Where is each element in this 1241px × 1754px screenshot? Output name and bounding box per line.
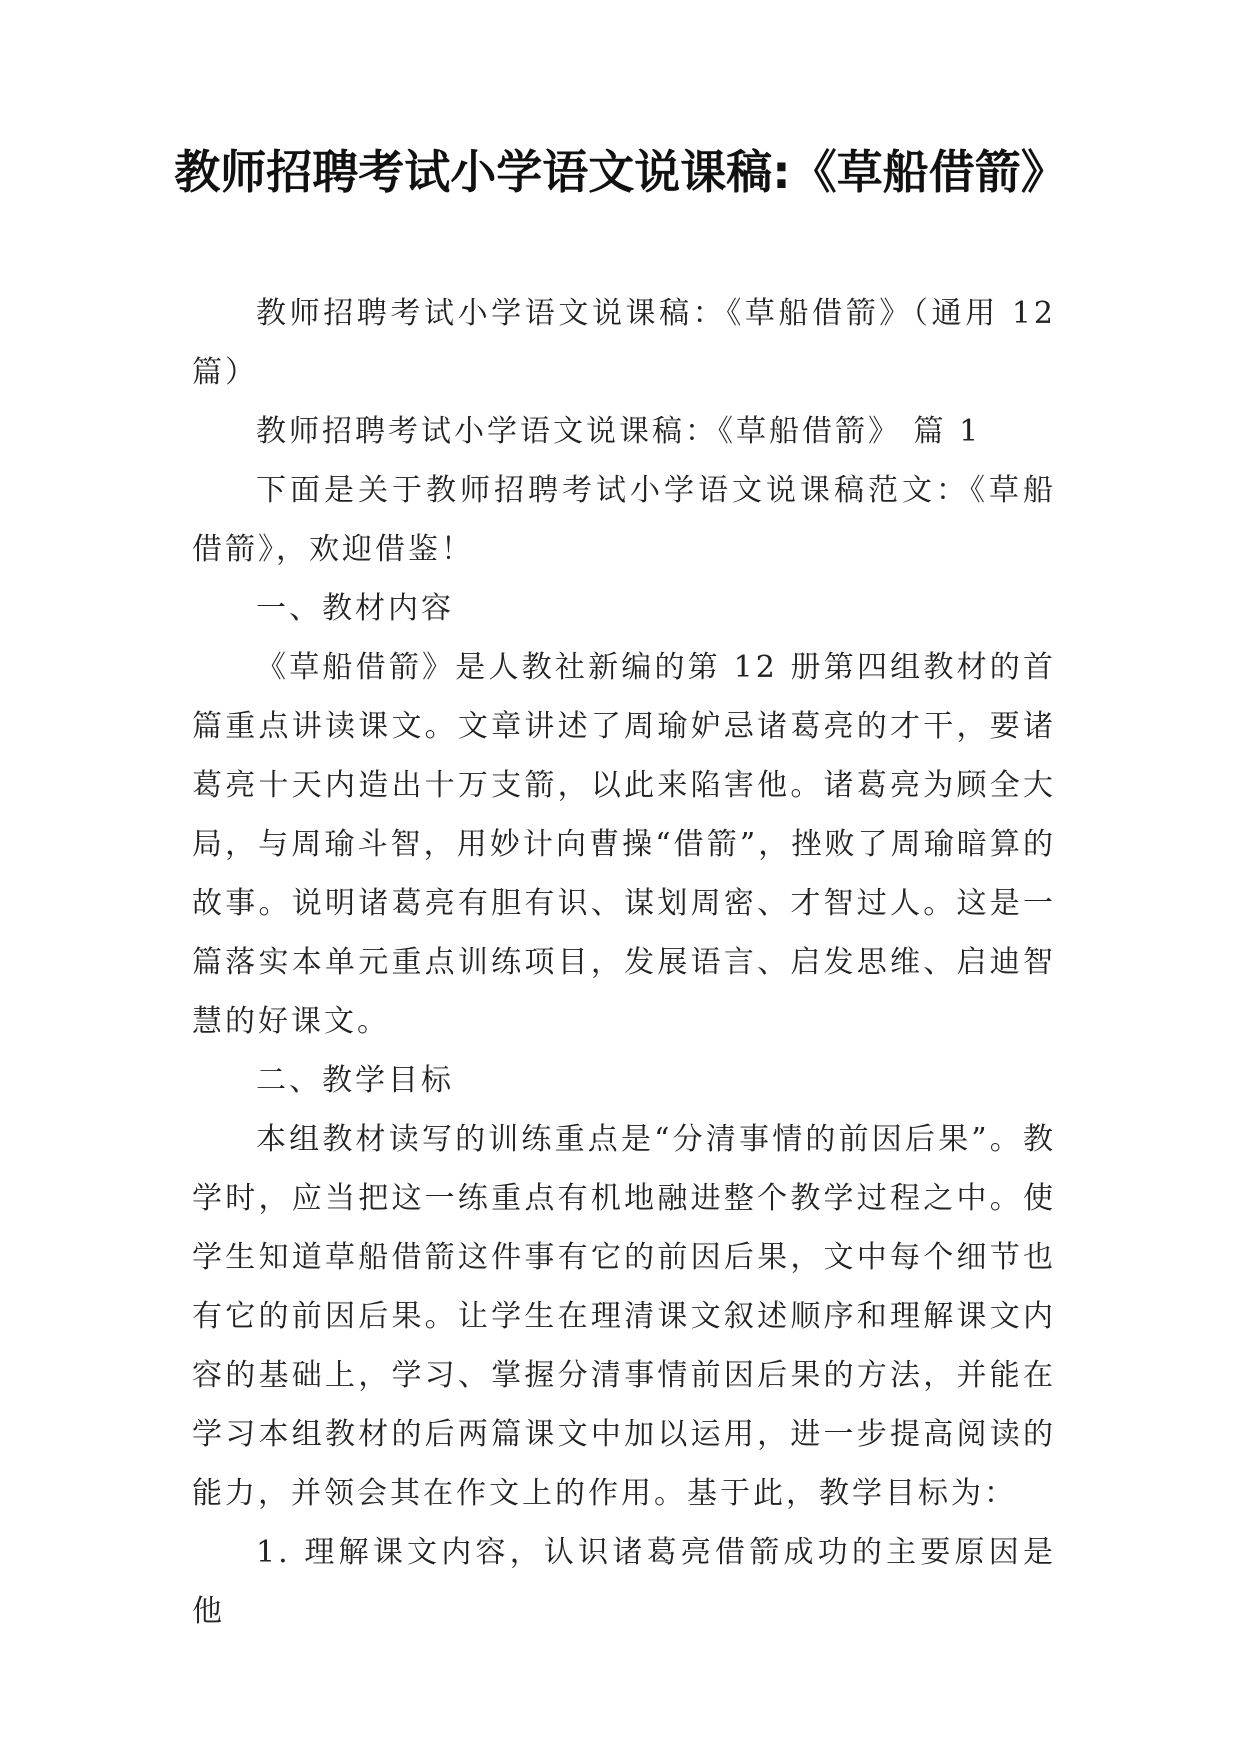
paragraph-section-heading: 教师招聘考试小学语文说课稿：《草船借箭》 篇 1 — [256, 414, 982, 449]
paragraph-intro: 下面是关于教师招聘考试小学语文说课稿范文：《草船借箭》，欢迎借鉴！ — [192, 473, 1056, 567]
heading-materials: 一、教材内容 — [256, 591, 454, 626]
heading-objectives: 二、教学目标 — [256, 1063, 454, 1098]
paragraph-materials: 《草船借箭》是人教社新编的第 12 册第四组教材的首篇重点讲读课文。文章讲述了周瑜妒忌诸葛亮的才干，要诸葛亮十天内造出十万支箭，以此来陷害他。诸葛亮为顾全大局，与周瑜斗智，用妙计向曹操“借箭”，挫败了周瑜暗算的故事。说明诸葛亮有胆有识、谋划周密、才智过人。这是一篇落实本单元重点训练项目，发展语言、启发思维、启迪智慧的好课文。 — [192, 650, 1056, 1039]
paragraph-objectives: 本组教材读写的训练重点是“分清事情的前因后果”。教学时，应当把这一练重点有机地融进整个教学过程之中。使学生知道草船借箭这件事有它的前因后果，文中每个细节也有它的前因后果。让学生在理清课文叙述顺序和理解课文内容的基础上，学习、掌握分清事情前因后果的方法，并能在学习本组教材的后两篇课文中加以运用，进一步提高阅读的能力，并领会其在作文上的作用。基于此，教学目标为： — [192, 1122, 1056, 1511]
document-body — [192, 284, 1056, 1641]
paragraph-objective-1: 1. 理解课文内容，认识诸葛亮借箭成功的主要原因是他 — [192, 1535, 1056, 1629]
paragraph-subtitle: 教师招聘考试小学语文说课稿：《草船借箭》（通用 12 篇） — [192, 296, 1056, 390]
document-title: 教师招聘考试小学语文说课稿:《草船借箭》 — [174, 145, 1067, 199]
